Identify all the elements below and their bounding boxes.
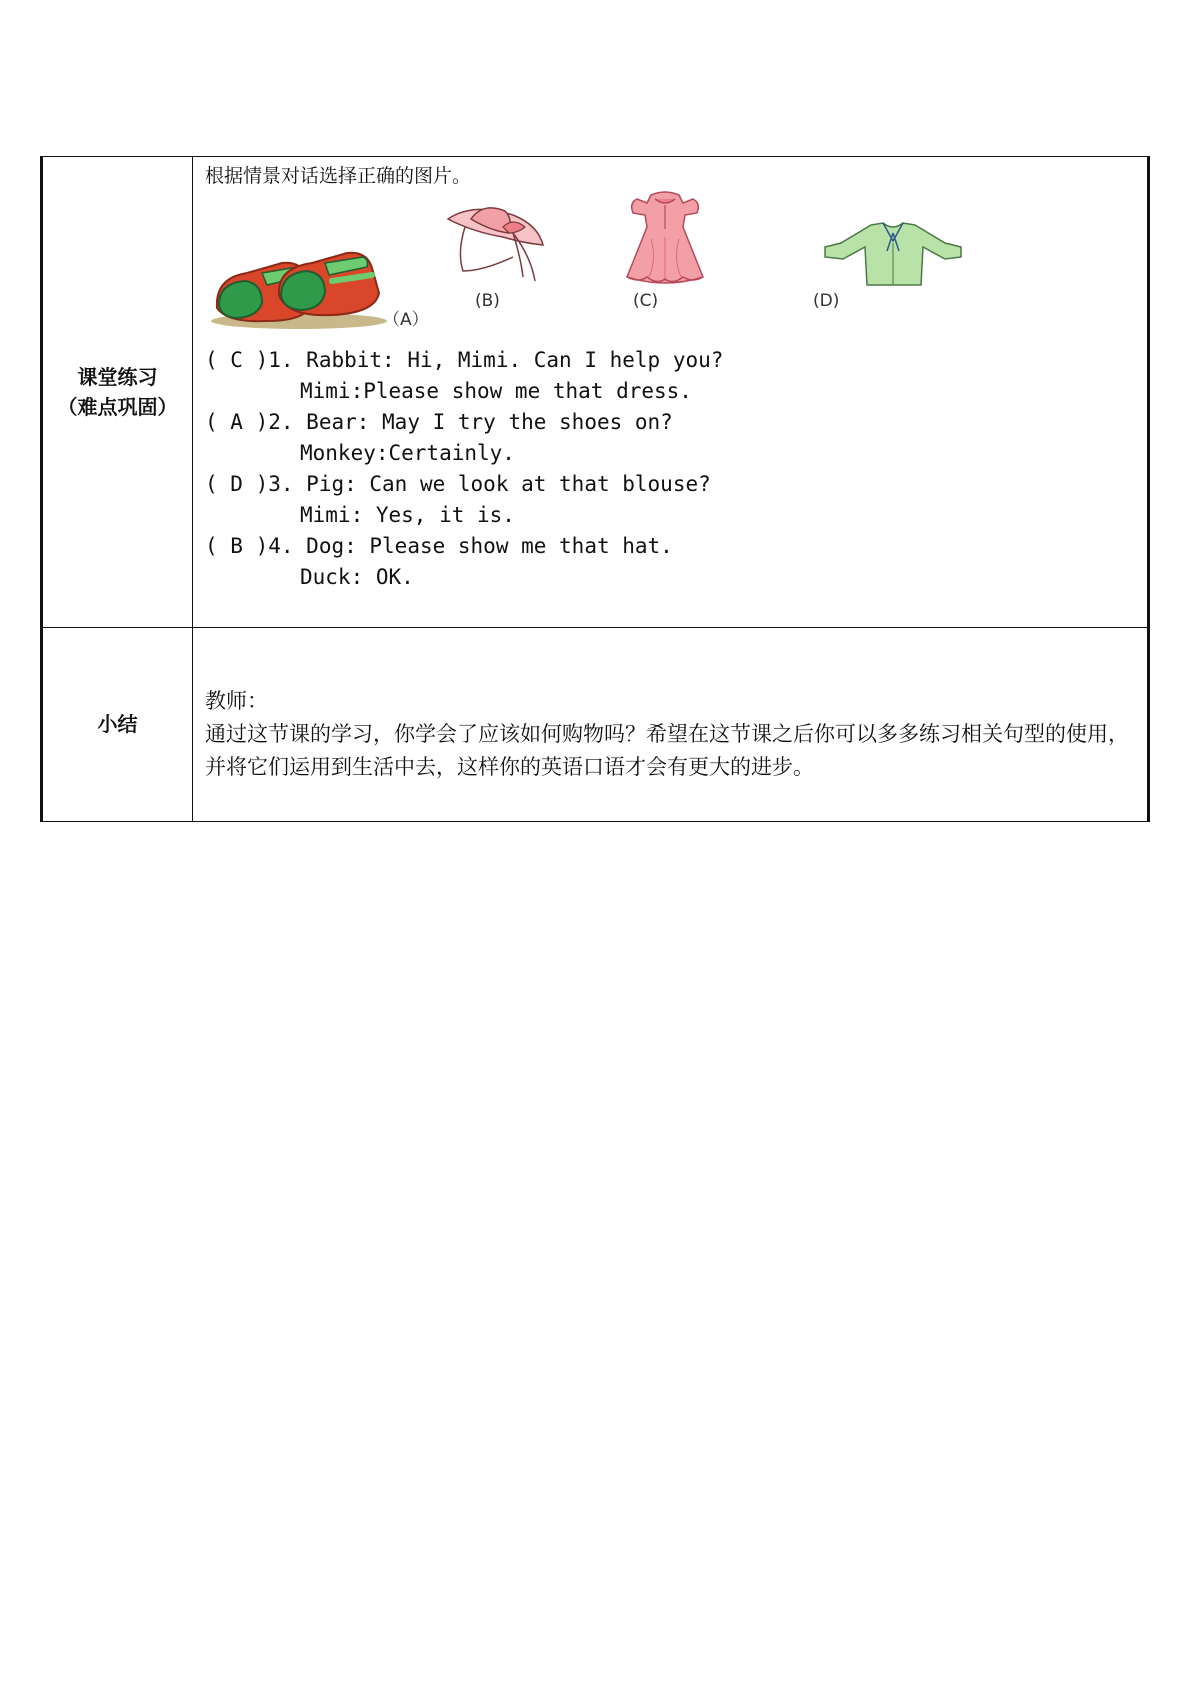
question-text: Pig: Can we look at that blouse? <box>306 472 711 496</box>
lesson-table <box>40 156 1150 822</box>
answer-choice: ( B )4. <box>205 534 294 558</box>
summary-text-block <box>205 685 1137 784</box>
instruction-text: 根据情景对话选择正确的图片。 <box>205 165 472 187</box>
dialogue-list <box>205 345 723 593</box>
practice-row <box>43 157 1147 628</box>
caption-c: (C) <box>633 291 659 311</box>
shoes-picture <box>207 233 392 333</box>
answer-choice: ( C )1. <box>205 348 294 372</box>
summary-speaker: 教师： <box>205 689 268 713</box>
summary-content <box>193 627 1147 821</box>
summary-label-cell <box>43 627 193 821</box>
dialogue-question <box>205 469 723 500</box>
dialogue-response: Mimi: Yes, it is. <box>300 503 515 527</box>
dialogue-response: Monkey:Certainly. <box>300 441 515 465</box>
dialogue-question <box>205 407 723 438</box>
dialogue-response: Mimi:Please show me that dress. <box>300 379 692 403</box>
dialogue-question <box>205 531 723 562</box>
summary-label: 小结 <box>97 712 138 736</box>
summary-text: 通过这节课的学习，你学会了应该如何购物吗？希望在这节课之后你可以多多练习相关句型的使用，并将它们运用到生活中去，这样你的英语口语才会有更大的进步。 <box>205 722 1129 779</box>
practice-content <box>193 157 1147 627</box>
practice-sublabel: （难点巩固） <box>57 395 178 419</box>
hat-picture <box>443 197 548 289</box>
dialogue-response: Duck: OK. <box>300 565 414 589</box>
question-text: Rabbit: Hi, Mimi. Can I help you? <box>306 348 724 372</box>
question-text: Bear: May I try the shoes on? <box>306 410 673 434</box>
dialogue-question <box>205 345 723 376</box>
dress-picture <box>621 189 709 289</box>
practice-label-cell <box>43 157 193 627</box>
blouse-picture <box>821 221 966 287</box>
answer-choice: ( D )3. <box>205 472 294 496</box>
caption-a: （A） <box>383 310 429 330</box>
summary-row <box>43 627 1147 821</box>
caption-d: (D) <box>813 291 840 311</box>
caption-b: (B) <box>475 291 500 311</box>
practice-label: 课堂练习 <box>77 365 158 389</box>
answer-choice: ( A )2. <box>205 410 294 434</box>
question-text: Dog: Please show me that hat. <box>306 534 673 558</box>
